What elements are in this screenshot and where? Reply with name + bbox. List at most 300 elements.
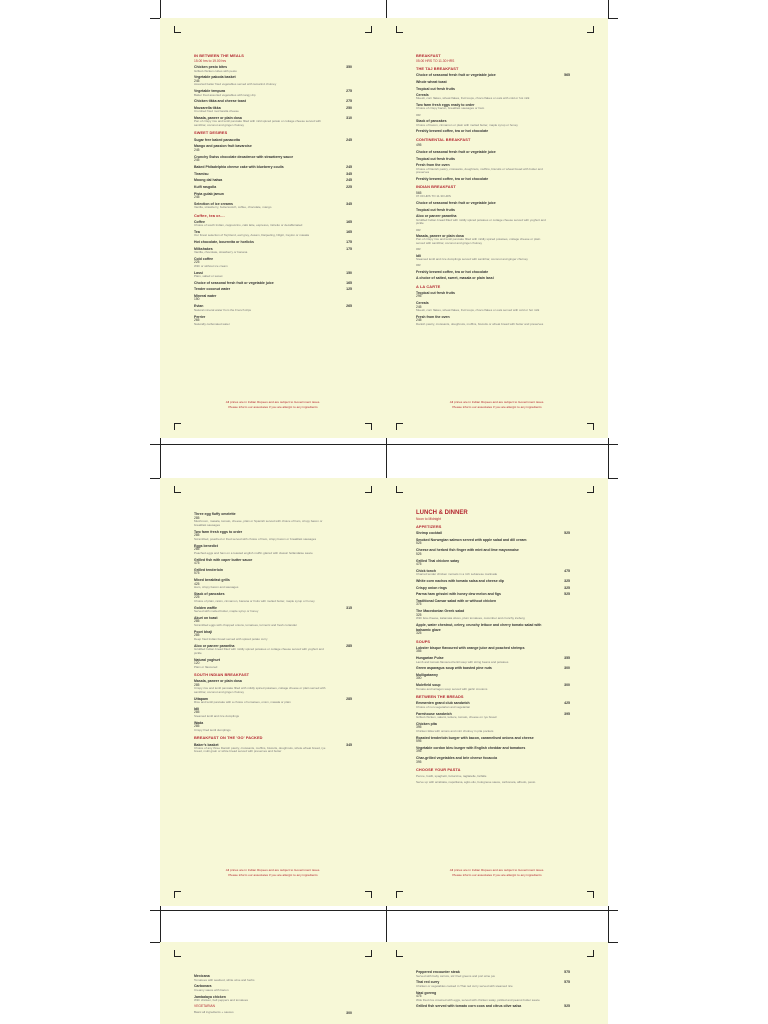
item-description: Assorted batter fried vegetables served with tamarind chutney bbox=[194, 82, 277, 87]
menu-item bbox=[416, 301, 570, 313]
menu-item bbox=[416, 163, 570, 174]
item-price: 425 bbox=[564, 701, 570, 706]
item-name: Akuri on toast bbox=[194, 616, 218, 621]
menu-items bbox=[194, 974, 352, 1002]
menu-item bbox=[194, 679, 352, 694]
menu-item bbox=[416, 201, 570, 205]
menu-item bbox=[416, 177, 570, 181]
menu-item bbox=[194, 202, 352, 210]
item-name: Cold coffee bbox=[194, 256, 214, 261]
menu-item bbox=[416, 103, 570, 117]
item-name: Grilled fish served with tomato corn coos and citrus olive salsa bbox=[416, 1004, 522, 1009]
or-separator: OR bbox=[416, 227, 421, 232]
item-description: Pan of crispy rice and lentil pancake filled with mildly spiced potatoes, cottage cheese or plain served with sambhar, coconut and ginger chutney bbox=[416, 237, 541, 245]
corner-mark bbox=[587, 891, 594, 898]
menu-item bbox=[416, 214, 570, 231]
menu-item bbox=[194, 644, 352, 655]
page-subtitle: Noon to Midnight bbox=[416, 517, 441, 521]
menu-item bbox=[194, 294, 352, 302]
item-price: 165 bbox=[346, 280, 352, 285]
item-description: Muesli, corn flakes, wheat flakes, fruit loops, choco flakes or oats with cold or hot milk bbox=[416, 96, 530, 101]
footer-allergy-note: Please inform our associates if you are allergic to any ingredients bbox=[452, 405, 542, 409]
item-price: 325 bbox=[564, 579, 570, 584]
menu-item bbox=[416, 970, 570, 978]
item-price: 175 bbox=[346, 246, 352, 251]
item-name: Mozzarella tikka bbox=[194, 106, 221, 111]
item-name: Fresh from the oven bbox=[416, 315, 450, 320]
item-price-inline: 375 bbox=[416, 602, 422, 607]
menu-item bbox=[194, 106, 352, 114]
item-price-inline: 120 bbox=[194, 660, 200, 665]
item-name: Chicken pita bbox=[416, 721, 437, 726]
section-title: APPETIZERS bbox=[416, 524, 442, 529]
menu-item bbox=[416, 579, 570, 583]
menu-item bbox=[194, 974, 352, 982]
menu-item bbox=[416, 254, 570, 268]
item-name: Traditional Caesar salad with or without chicken bbox=[416, 599, 497, 604]
item-name: Eggs benedict bbox=[194, 543, 218, 548]
menu-page-in-between-meals bbox=[160, 18, 386, 438]
menu-items bbox=[416, 970, 570, 1008]
item-name: Mulefield soup bbox=[416, 683, 441, 688]
menu-item bbox=[194, 558, 352, 566]
item-name: Tiramisu bbox=[194, 171, 209, 176]
menu-item bbox=[416, 746, 570, 754]
item-price-inline: 285 bbox=[194, 546, 200, 551]
item-price-inline: 565 bbox=[416, 190, 422, 195]
menu-item bbox=[416, 87, 570, 91]
menu-item bbox=[194, 240, 352, 244]
menu-item bbox=[194, 287, 352, 291]
menu-item bbox=[416, 781, 570, 785]
menu-item bbox=[416, 569, 570, 577]
item-price: 300 bbox=[346, 1010, 352, 1015]
menu-content bbox=[194, 510, 352, 754]
item-name: Mango and passion fruit bavaroise bbox=[194, 144, 252, 149]
section-title: THE TAJ BREAKFAST bbox=[416, 66, 459, 71]
item-price: 300 bbox=[564, 683, 570, 688]
item-description: Griddled Indian bread filled with mildly spiced potatoes or cottage cheese served with yoghurt and pickle bbox=[416, 217, 546, 226]
menu-item bbox=[416, 656, 570, 664]
item-name: Baked Philadelphia cheese cake with blueberry coulis bbox=[194, 165, 284, 170]
menu-item bbox=[416, 623, 570, 635]
item-price-inline: 395 bbox=[416, 724, 422, 729]
item-description: Tomato and tarragon soup served with garlic croutons bbox=[416, 686, 488, 691]
menu-item bbox=[416, 712, 570, 720]
menu-item bbox=[194, 578, 352, 590]
item-name: Parma ham grissini with honey dew melon and figs bbox=[416, 592, 501, 597]
item-name: Choice of seasonal fresh fruit or vegetable juice bbox=[416, 201, 496, 206]
item-price: 345 bbox=[346, 201, 352, 206]
item-description: Batter fried assorted vegetables with tangy dip bbox=[194, 92, 256, 97]
item-description: Plain, salted or sweet bbox=[194, 273, 223, 278]
item-name: Fresh from the oven bbox=[416, 163, 450, 168]
menu-item bbox=[194, 192, 352, 200]
menu-item bbox=[194, 984, 352, 992]
item-price: 165 bbox=[346, 230, 352, 235]
item-price-inline: 475 bbox=[416, 993, 422, 998]
item-name: Lobster bisque flavoured with orange juice and poached shrimps bbox=[416, 645, 525, 650]
menu-item bbox=[416, 599, 570, 607]
menu-item bbox=[416, 192, 570, 199]
menu-item bbox=[194, 304, 352, 312]
item-name: Wada bbox=[194, 720, 204, 725]
item-price-inline: 285 bbox=[194, 515, 200, 520]
item-description: Chicken or vegetables cooked in Thai red curry served with steamed rice bbox=[416, 983, 513, 988]
item-description: Poached eggs and ham on a toasted english muffin glazed with classic hollandaise sauce bbox=[194, 550, 313, 555]
item-name: Thai red curry bbox=[416, 980, 440, 985]
item-name: Kulfi rasgolla bbox=[194, 184, 217, 189]
item-name: Moong dal halwa bbox=[194, 178, 223, 183]
menu-item bbox=[194, 721, 352, 733]
item-price-inline: 245 bbox=[416, 304, 422, 309]
crop-line bbox=[150, 444, 618, 445]
item-name: Selection of ice creams bbox=[194, 201, 233, 206]
menu-item bbox=[194, 116, 352, 127]
corner-mark bbox=[396, 423, 403, 430]
item-description: Served with baby carrots, stir fried greens and port wine jus bbox=[416, 973, 495, 978]
item-name: Perrier bbox=[194, 314, 206, 319]
item-description: Lamb and tomato flavoured lentil soup with string beans and potatoes bbox=[416, 659, 509, 664]
item-name: Farmhouse sandwich bbox=[416, 711, 452, 716]
corner-mark bbox=[396, 950, 403, 957]
item-price-inline: 475 bbox=[194, 560, 200, 565]
item-price-inline: 225 bbox=[194, 260, 200, 265]
item-description: Mushroom, masala, tomato, cheese, plain or Spanish served with choice of ham, crispy bacon or breakfast sausages bbox=[194, 519, 323, 527]
menu-item bbox=[194, 89, 352, 97]
item-price: 575 bbox=[564, 970, 570, 975]
item-description: With feta cheese, kalamata olives, plum tomatoes, cucumber and crunchy iceberg bbox=[416, 616, 525, 621]
menu-item bbox=[416, 1004, 570, 1008]
item-price-inline: 575 bbox=[194, 571, 200, 576]
item-price-inline: 225 bbox=[194, 595, 200, 600]
menu-sections bbox=[416, 524, 570, 784]
item-description: Served with melted butter, maple syrup or honey bbox=[194, 609, 259, 614]
item-name: Chicken pesto bites bbox=[194, 65, 228, 70]
item-name: Grilled tenderloin bbox=[194, 567, 223, 572]
menu-content bbox=[194, 972, 352, 1014]
item-description: Choice of crispy bacon, breakfast sausages or ham bbox=[416, 106, 485, 111]
item-price: 565 bbox=[564, 73, 570, 78]
item-name: Freshly brewed coffee, tea or hot chocolate bbox=[416, 129, 489, 134]
item-name: Choice of seasonal fresh fruit or vegetable juice bbox=[416, 73, 496, 78]
item-name: A choice of salted, sweet, masala or plain lassi bbox=[416, 276, 494, 281]
item-name: Hungarian Pulse bbox=[416, 656, 444, 661]
corner-mark bbox=[587, 950, 594, 957]
menu-item bbox=[416, 609, 570, 621]
item-name: Green asparagus soup with toasted pine nuts bbox=[416, 666, 492, 671]
item-name: White corn nachos with tomato salsa and cheese dip bbox=[416, 579, 504, 584]
item-description: Ham, crispy bacon and sausages bbox=[194, 585, 239, 590]
item-price-inline: 300 bbox=[416, 676, 422, 681]
item-price-inline: 395 bbox=[416, 749, 422, 754]
item-name: Vegetable pakoda basket bbox=[194, 75, 236, 80]
corner-mark bbox=[174, 486, 181, 493]
item-description: Vanilla, chocolate, strawberry or banana bbox=[194, 249, 248, 254]
footer-allergy-note: Please inform our associates if you are allergic to any ingredients bbox=[452, 873, 542, 877]
menu-page-lunch-dinner bbox=[386, 478, 608, 906]
section-title: SWEET DESIRES bbox=[194, 130, 228, 136]
footer-tax-note: All prices are in Indian Rupees and are subject to Government taxes. bbox=[449, 400, 545, 404]
crop-line bbox=[160, 906, 161, 942]
menu-item bbox=[194, 230, 352, 238]
menu-item bbox=[416, 157, 570, 161]
item-description: Steamed lentil and rice dumplings bbox=[194, 713, 240, 718]
menu-item bbox=[194, 707, 352, 719]
menu-content bbox=[416, 510, 570, 784]
item-name: Chicken tikka and cheese toast bbox=[194, 99, 246, 104]
menu-item bbox=[194, 530, 352, 542]
item-description: Choice of non-vegetarian and vegetarian bbox=[416, 704, 471, 709]
item-price-inline: 595 bbox=[416, 738, 422, 743]
menu-item bbox=[416, 208, 570, 212]
item-price-inline: 285 bbox=[194, 633, 200, 638]
item-description: Scrambled eggs with chopped onions, tomatoes, turmeric and fresh coriander bbox=[194, 623, 298, 628]
item-name: Emmenten grand club sandwich bbox=[416, 701, 470, 706]
menu-item bbox=[416, 144, 570, 148]
item-price: 345 bbox=[346, 742, 352, 747]
menu-item bbox=[416, 80, 570, 84]
item-name: Vegetable tempura bbox=[194, 89, 226, 94]
item-price: 350 bbox=[346, 65, 352, 70]
item-name: Lassi bbox=[194, 270, 203, 275]
menu-item bbox=[416, 775, 570, 779]
item-name: Choice of seasonal fresh fruit or vegetable juice bbox=[194, 280, 274, 285]
item-description: Naturally carbonated water bbox=[194, 321, 230, 326]
item-price: 275 bbox=[346, 99, 352, 104]
menu-item bbox=[194, 138, 352, 142]
item-price: 275 bbox=[346, 89, 352, 94]
item-description: Choice of plain, raisin, cinnamon, banana or fruits with melted butter, maple syrup or honey bbox=[194, 599, 315, 604]
menu-item bbox=[416, 234, 570, 251]
section-title: INDIAN BREAKFAST bbox=[416, 184, 456, 190]
menu-content bbox=[416, 50, 570, 327]
menu-item bbox=[194, 65, 352, 73]
crop-line bbox=[386, 0, 387, 18]
item-price-inline: 495 bbox=[416, 143, 422, 148]
crop-line bbox=[160, 0, 161, 18]
item-price-inline: 325 bbox=[416, 612, 422, 617]
corner-mark bbox=[365, 950, 372, 957]
item-price: 345 bbox=[346, 171, 352, 176]
item-price: 225 bbox=[346, 184, 352, 189]
item-price: 245 bbox=[346, 137, 352, 142]
item-name: Idli bbox=[416, 253, 422, 258]
item-name: Natural yoghurt bbox=[194, 657, 221, 662]
menu-page-mains bbox=[386, 942, 608, 1024]
item-name: Smoked Norwegian salmon served with apple salad and dill cream bbox=[416, 537, 527, 542]
item-name: Tropical cut fresh fruits bbox=[416, 156, 455, 161]
menu-item bbox=[194, 658, 352, 670]
item-price: 165 bbox=[346, 219, 352, 224]
corner-mark bbox=[396, 891, 403, 898]
menu-item bbox=[416, 538, 570, 546]
corner-mark bbox=[396, 486, 403, 493]
item-price: 285 bbox=[346, 644, 352, 648]
corner-mark bbox=[587, 423, 594, 430]
item-description: Scrambled, poached or fried served with choice of ham, crispy bacon or breakfast sausages bbox=[194, 536, 317, 541]
item-description: With or without ice cream bbox=[194, 263, 228, 268]
menu-item bbox=[194, 271, 352, 279]
item-description: 07.00 HRS TO 11.30 HRS bbox=[416, 194, 451, 199]
item-name: Three egg fluffy omelette bbox=[194, 512, 236, 517]
menu-item bbox=[416, 722, 570, 734]
or-separator: OR bbox=[416, 247, 421, 252]
footer-allergy-note: Please inform our associates if you are allergic to any ingredients bbox=[228, 873, 318, 877]
item-description: Choice of south Indian, cappuccino, café latte, espresso, ristretto or decaffeinated bbox=[194, 223, 303, 228]
crop-line bbox=[608, 906, 609, 942]
menu-item bbox=[416, 270, 570, 274]
menu-item bbox=[416, 592, 570, 596]
item-name: The Macedonian Greek salad bbox=[416, 609, 465, 614]
item-description: Crispy rice and lentil pancake filled with mildly spiced potatoes, cottage cheese or plain served with sambhar, coconut and ginger chutney bbox=[194, 686, 326, 694]
item-name: Two farm fresh eggs ready to order bbox=[416, 103, 475, 108]
item-description: Our finest selection of Taj blend, earl grey, Assam, Darjeeling, Nilgiri, Ceylon or masala bbox=[194, 233, 309, 238]
item-name: Freshly brewed coffee, tea or hot chocolate bbox=[416, 177, 489, 182]
corner-mark bbox=[365, 423, 372, 430]
item-name: Mineral water bbox=[194, 294, 217, 299]
menu-item bbox=[416, 119, 570, 127]
crop-line bbox=[150, 910, 618, 911]
item-name: Tea bbox=[194, 230, 200, 235]
item-price: 575 bbox=[564, 980, 570, 985]
item-description: Crispy fried lentil dumplings bbox=[194, 727, 231, 732]
item-price-inline: 245 bbox=[194, 157, 200, 162]
footer-allergy-note: Please inform our associates if you are allergic to any ingredients bbox=[228, 405, 318, 409]
menu-item bbox=[416, 129, 570, 133]
item-name: Poori bhaji bbox=[194, 630, 213, 635]
item-price: 245 bbox=[346, 165, 352, 170]
menu-item bbox=[416, 93, 570, 101]
menu-page-breakfast bbox=[386, 18, 608, 438]
item-description: Grilled chicken cubes with pesto bbox=[194, 68, 237, 73]
menu-item bbox=[416, 756, 570, 764]
section-title: A LA CARTE bbox=[416, 283, 441, 289]
section-title: IN BETWEEN THE MEALS bbox=[194, 53, 244, 58]
menu-item bbox=[194, 185, 352, 189]
item-price-inline: 245 bbox=[194, 194, 200, 199]
item-price-inline: 150 bbox=[194, 297, 200, 302]
item-price: 245 bbox=[346, 178, 352, 183]
item-name: Cheese and herbed fish finger with mint and lime mayonnaise bbox=[416, 548, 519, 553]
menu-item bbox=[194, 144, 352, 152]
item-price: 310 bbox=[346, 116, 352, 121]
item-name: Tropical cut fresh fruits bbox=[416, 290, 455, 295]
crop-line bbox=[386, 906, 387, 942]
item-name: Hot chocolate, bournvita or horlicks bbox=[194, 240, 254, 245]
section-subtitle: 05.00 HRS TO 11.30 HRS bbox=[416, 59, 455, 63]
menu-item bbox=[194, 630, 352, 642]
item-description: Charred tender chicken morsels in a rich Lebanese marinade bbox=[416, 572, 498, 577]
item-name: Grilled fish with caper butter sauce bbox=[194, 557, 253, 562]
item-name: Peppered encounter steak bbox=[416, 970, 460, 975]
or-separator: OR bbox=[416, 112, 421, 117]
menu-item bbox=[194, 568, 352, 576]
item-price-inline: 295 bbox=[416, 294, 422, 299]
item-name: Stack of pancakes bbox=[194, 592, 225, 597]
item-price-inline: 285 bbox=[194, 532, 200, 537]
menu-item bbox=[416, 276, 570, 280]
item-name: Two farm fresh eggs to order bbox=[194, 529, 243, 534]
item-description: Serve up with arrabiata, napolitana, aglio olio, bolognese sauce, carbonara, alfredo, pesto bbox=[416, 779, 536, 784]
item-name: Freshly brewed coffee, tea or hot chocolate bbox=[416, 269, 489, 274]
menu-item bbox=[416, 548, 570, 556]
item-name: Evian bbox=[194, 304, 204, 309]
item-name: Carbonara bbox=[194, 984, 212, 989]
item-name: Tropical cut fresh fruits bbox=[416, 86, 455, 91]
item-price-inline: 265 bbox=[194, 317, 200, 322]
item-description: Pan of crispy rice and lentil pancake filled with mild spiced potato or cottage cheese served with sambhar, coconut and ginger chutney bbox=[194, 119, 321, 127]
item-name: Crispy onion rings bbox=[416, 585, 447, 590]
item-name: Cereals bbox=[416, 301, 429, 306]
item-description: Steamed lentil and rice dumplings served with sambhar, coconut and ginger chutney bbox=[416, 256, 528, 261]
item-description: Grilled chicken, salami, lettuce, tomato, cheese on rye bread bbox=[416, 714, 497, 719]
item-name: Idli bbox=[194, 706, 200, 711]
item-description: Basic all ingredients + sauces bbox=[194, 1009, 234, 1014]
item-price-inline: 285 bbox=[194, 682, 200, 687]
item-name: Uttapam bbox=[194, 696, 209, 701]
item-description: Danish pastry, croissants, doughnuts, muffins, biscuits or wheat bread with butter and preserves bbox=[416, 322, 544, 327]
item-name: Shrimp cocktail bbox=[416, 531, 443, 536]
menu-item bbox=[416, 150, 570, 154]
item-price: 525 bbox=[564, 592, 570, 597]
menu-item bbox=[416, 980, 570, 988]
menu-item bbox=[194, 247, 352, 255]
item-price-inline: 285 bbox=[194, 724, 200, 729]
menu-item bbox=[194, 1011, 352, 1015]
item-price: 475 bbox=[564, 569, 570, 574]
item-price: 325 bbox=[564, 585, 570, 590]
page-title: LUNCH & DINNER bbox=[416, 510, 468, 516]
item-name: Choice of seasonal fresh fruit or vegetable juice bbox=[416, 150, 496, 155]
item-description: Rice and lentil pancake with a choice of tomatoes, onion, masala or plain bbox=[194, 700, 291, 705]
item-price: 525 bbox=[564, 531, 570, 536]
item-price: 315 bbox=[346, 606, 352, 611]
footer-tax-note: All prices are in Indian Rupees and are subject to Government taxes. bbox=[225, 400, 321, 404]
item-name: Milkshakes bbox=[194, 246, 213, 251]
corner-mark bbox=[174, 950, 181, 957]
menu-item bbox=[416, 683, 570, 691]
item-price-inline: 325 bbox=[416, 630, 422, 635]
item-name: Tropical cut fresh fruits bbox=[416, 207, 455, 212]
corner-mark bbox=[365, 486, 372, 493]
menu-item bbox=[194, 592, 352, 604]
item-price: 125 bbox=[346, 287, 352, 292]
menu-item bbox=[194, 512, 352, 527]
menu-item bbox=[194, 995, 352, 1003]
item-name: Mulligatawny bbox=[416, 672, 438, 677]
item-name: Apple, water chestnut, celery, crunchy lettuce and cherry tomato salad with balsamic glaze bbox=[416, 623, 542, 632]
item-name: Roasted tenderloin burger with bacon, caramelised onions and cheese bbox=[416, 735, 534, 740]
item-description: Deep fried Indian bread served with spiced potato curry bbox=[194, 637, 268, 642]
item-price: 355 bbox=[564, 656, 570, 661]
item-price: 300 bbox=[564, 666, 570, 671]
item-description: Choice of Danish pastry, croissants, doughnuts, muffins, biscuits or wheat bread with butter and preserves bbox=[416, 166, 543, 175]
menu-item bbox=[194, 544, 352, 556]
menu-item bbox=[416, 673, 570, 681]
menu-item bbox=[194, 743, 352, 754]
item-description: Tomatoes with seafood, white wine and herbs bbox=[194, 977, 255, 982]
corner-mark bbox=[365, 891, 372, 898]
section-subtitle: 15.00 hrs to 19.00 hrs bbox=[194, 59, 227, 63]
item-name: Chick tonch bbox=[416, 569, 437, 574]
item-name: Masala, paneer or plain dosa bbox=[194, 116, 242, 121]
item-description: Plain or flavoured bbox=[194, 664, 218, 669]
section-subtitle: VEGETARIAN bbox=[194, 1004, 216, 1009]
item-price-inline: 285 bbox=[194, 710, 200, 715]
item-price-inline: 355 bbox=[416, 649, 422, 654]
item-name: Masala, paneer or plain dosa bbox=[194, 679, 242, 684]
